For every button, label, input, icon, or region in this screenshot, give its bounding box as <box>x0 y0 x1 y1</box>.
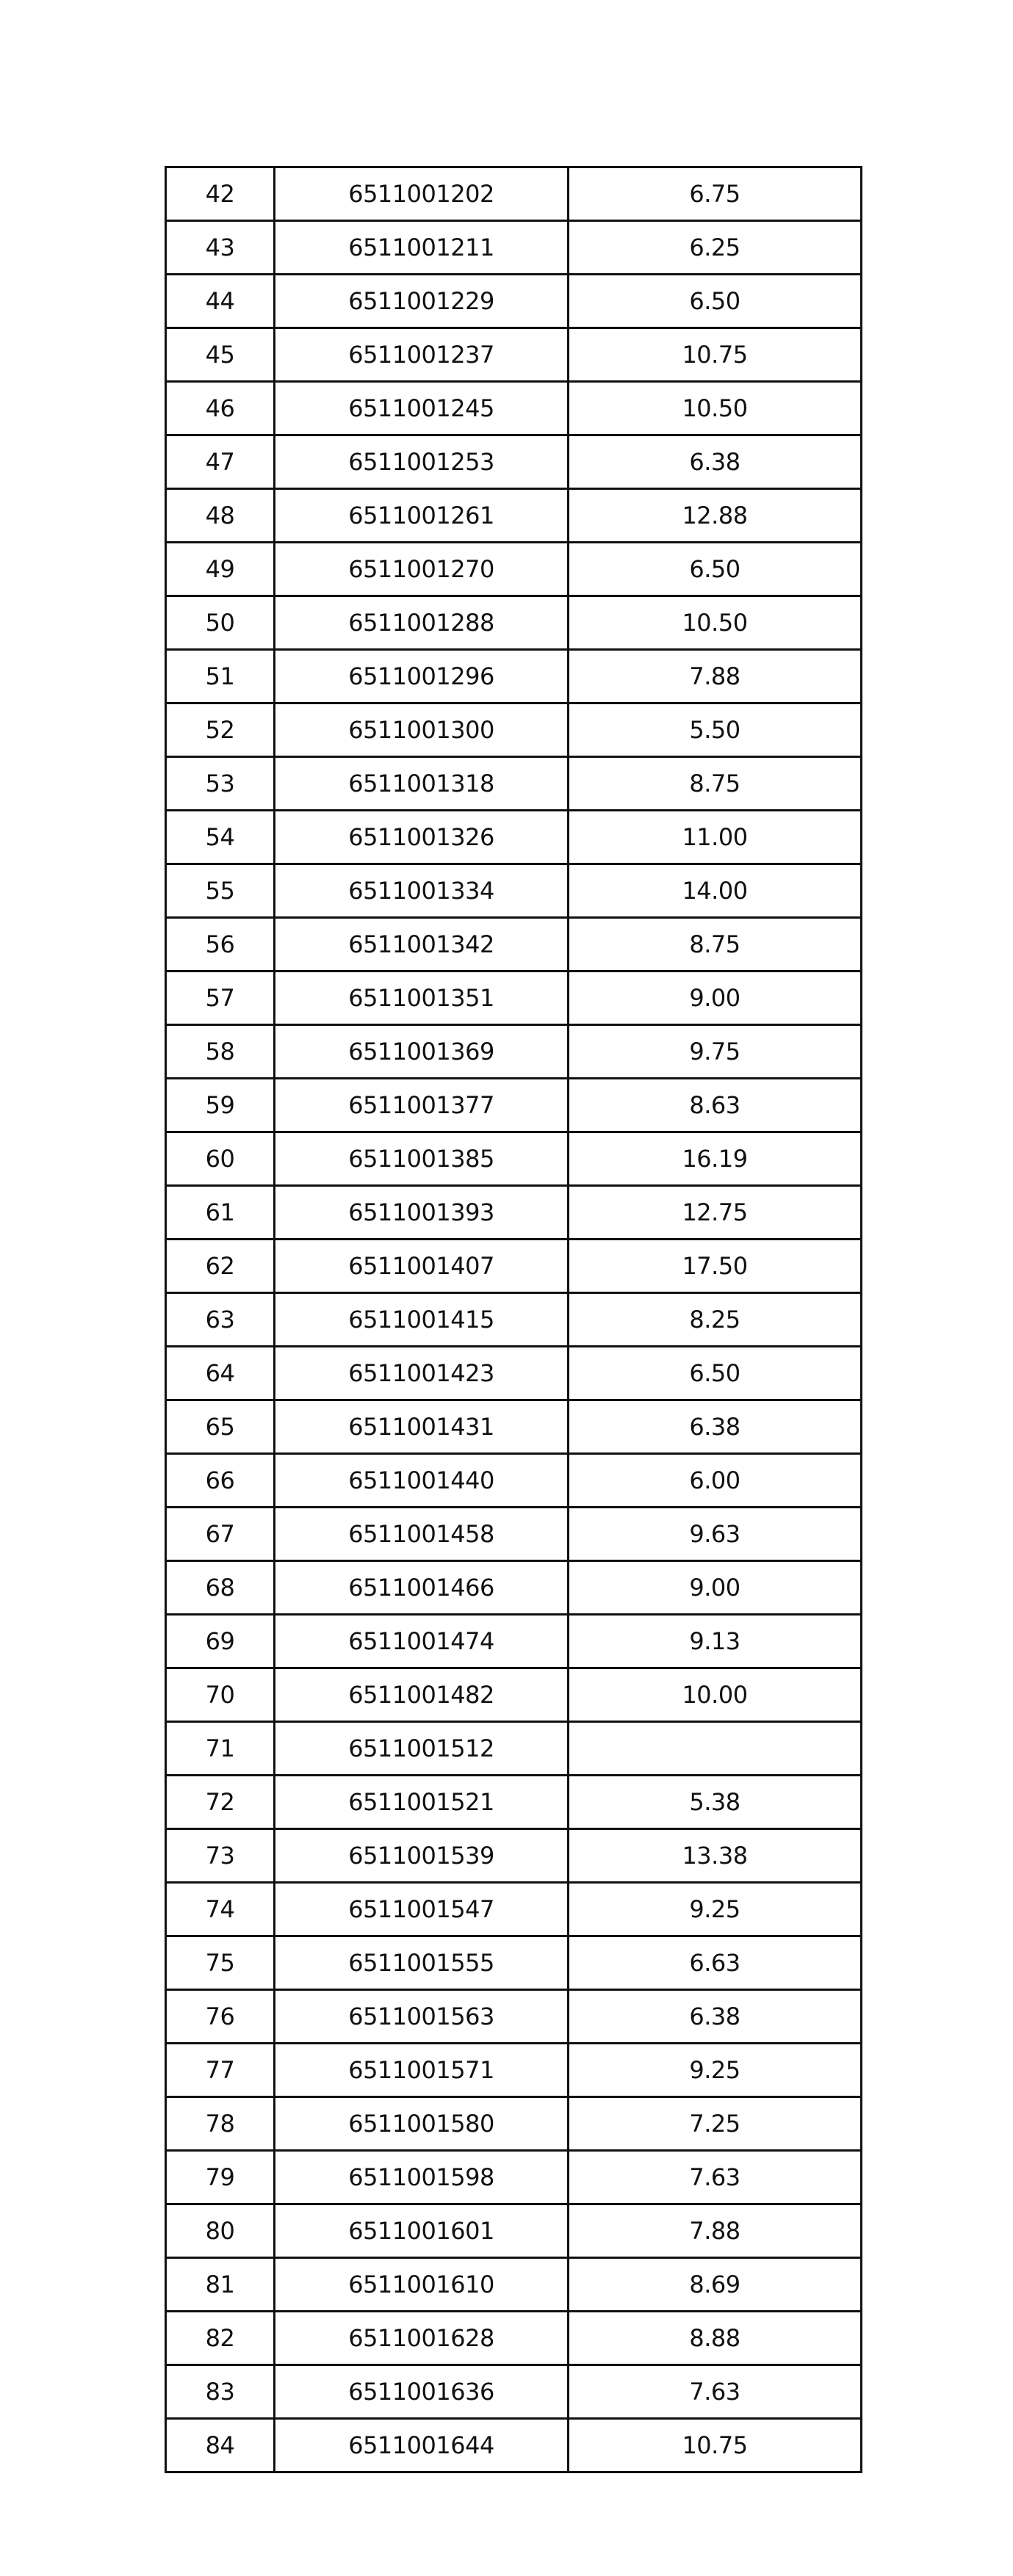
student-id-cell: 6511001385 <box>275 1132 569 1186</box>
score-cell: 16.19 <box>569 1132 862 1186</box>
table-row <box>166 1132 862 1186</box>
score-table <box>165 166 862 2473</box>
table-row <box>166 650 862 703</box>
row-number-cell: 53 <box>166 757 275 811</box>
student-id-cell: 6511001580 <box>275 2097 569 2151</box>
table-row <box>166 1668 862 1722</box>
score-cell: 6.50 <box>569 1347 862 1400</box>
score-cell: 8.75 <box>569 757 862 811</box>
student-id-cell: 6511001393 <box>275 1186 569 1240</box>
row-number-cell: 77 <box>166 2044 275 2097</box>
student-id-cell: 6511001440 <box>275 1454 569 1508</box>
row-number-cell: 57 <box>166 972 275 1025</box>
score-cell: 10.00 <box>569 1668 862 1722</box>
table-row <box>166 1240 862 1293</box>
score-cell: 13.38 <box>569 1829 862 1883</box>
table-row <box>166 543 862 596</box>
table-row <box>166 1776 862 1829</box>
student-id-cell: 6511001431 <box>275 1400 569 1454</box>
row-number-cell: 78 <box>166 2097 275 2151</box>
table-row <box>166 703 862 757</box>
student-id-cell: 6511001539 <box>275 1829 569 1883</box>
row-number-cell: 63 <box>166 1293 275 1347</box>
row-number-cell: 74 <box>166 1883 275 1936</box>
student-id-cell: 6511001474 <box>275 1615 569 1668</box>
score-cell: 6.50 <box>569 543 862 596</box>
score-cell: 8.88 <box>569 2312 862 2365</box>
row-number-cell: 72 <box>166 1776 275 1829</box>
table-row <box>166 328 862 382</box>
score-cell: 8.75 <box>569 918 862 972</box>
table-row <box>166 221 862 275</box>
score-cell: 6.25 <box>569 221 862 275</box>
student-id-cell: 6511001512 <box>275 1722 569 1776</box>
score-cell: 9.63 <box>569 1508 862 1561</box>
score-cell: 5.50 <box>569 703 862 757</box>
student-id-cell: 6511001458 <box>275 1508 569 1561</box>
score-cell: 9.00 <box>569 1561 862 1615</box>
score-cell: 10.75 <box>569 2419 862 2472</box>
student-id-cell: 6511001237 <box>275 328 569 382</box>
student-id-cell: 6511001521 <box>275 1776 569 1829</box>
row-number-cell: 82 <box>166 2312 275 2365</box>
table-row <box>166 1722 862 1776</box>
table-row <box>166 2097 862 2151</box>
row-number-cell: 62 <box>166 1240 275 1293</box>
score-cell: 14.00 <box>569 864 862 918</box>
row-number-cell: 70 <box>166 1668 275 1722</box>
row-number-cell: 66 <box>166 1454 275 1508</box>
student-id-cell: 6511001415 <box>275 1293 569 1347</box>
table-row <box>166 596 862 650</box>
score-cell: 7.88 <box>569 650 862 703</box>
table-row <box>166 811 862 864</box>
student-id-cell: 6511001571 <box>275 2044 569 2097</box>
table-row <box>166 1829 862 1883</box>
score-cell: 6.63 <box>569 1936 862 1990</box>
score-cell: 6.50 <box>569 275 862 328</box>
score-cell: 12.88 <box>569 489 862 543</box>
student-id-cell: 6511001334 <box>275 864 569 918</box>
score-cell: 9.25 <box>569 2044 862 2097</box>
student-id-cell: 6511001296 <box>275 650 569 703</box>
score-cell: 11.00 <box>569 811 862 864</box>
score-table-body <box>166 167 862 2472</box>
score-cell: 7.63 <box>569 2151 862 2204</box>
student-id-cell: 6511001555 <box>275 1936 569 1990</box>
row-number-cell: 42 <box>166 167 275 221</box>
table-row <box>166 1883 862 1936</box>
student-id-cell: 6511001636 <box>275 2365 569 2419</box>
score-cell: 10.75 <box>569 328 862 382</box>
table-row <box>166 1025 862 1079</box>
table-row <box>166 1990 862 2044</box>
table-row <box>166 382 862 435</box>
row-number-cell: 71 <box>166 1722 275 1776</box>
table-row <box>166 1347 862 1400</box>
student-id-cell: 6511001563 <box>275 1990 569 2044</box>
table-row <box>166 1508 862 1561</box>
row-number-cell: 50 <box>166 596 275 650</box>
student-id-cell: 6511001261 <box>275 489 569 543</box>
student-id-cell: 6511001318 <box>275 757 569 811</box>
student-id-cell: 6511001601 <box>275 2204 569 2258</box>
row-number-cell: 61 <box>166 1186 275 1240</box>
score-cell: 7.88 <box>569 2204 862 2258</box>
score-cell: 7.25 <box>569 2097 862 2151</box>
score-cell: 6.75 <box>569 167 862 221</box>
table-row <box>166 2044 862 2097</box>
score-cell: 17.50 <box>569 1240 862 1293</box>
row-number-cell: 55 <box>166 864 275 918</box>
table-row <box>166 2365 862 2419</box>
student-id-cell: 6511001610 <box>275 2258 569 2312</box>
table-row <box>166 757 862 811</box>
student-id-cell: 6511001253 <box>275 435 569 489</box>
row-number-cell: 59 <box>166 1079 275 1132</box>
student-id-cell: 6511001300 <box>275 703 569 757</box>
row-number-cell: 76 <box>166 1990 275 2044</box>
row-number-cell: 69 <box>166 1615 275 1668</box>
score-cell: 9.13 <box>569 1615 862 1668</box>
student-id-cell: 6511001211 <box>275 221 569 275</box>
student-id-cell: 6511001628 <box>275 2312 569 2365</box>
row-number-cell: 79 <box>166 2151 275 2204</box>
score-cell: 10.50 <box>569 596 862 650</box>
row-number-cell: 54 <box>166 811 275 864</box>
score-cell: 9.25 <box>569 1883 862 1936</box>
student-id-cell: 6511001482 <box>275 1668 569 1722</box>
score-cell: 9.75 <box>569 1025 862 1079</box>
row-number-cell: 67 <box>166 1508 275 1561</box>
table-row <box>166 489 862 543</box>
table-row <box>166 1454 862 1508</box>
table-row <box>166 2312 862 2365</box>
row-number-cell: 56 <box>166 918 275 972</box>
score-cell: 7.63 <box>569 2365 862 2419</box>
table-row <box>166 1615 862 1668</box>
score-cell: 12.75 <box>569 1186 862 1240</box>
score-cell: 6.38 <box>569 1990 862 2044</box>
student-id-cell: 6511001270 <box>275 543 569 596</box>
table-row <box>166 2419 862 2472</box>
table-row <box>166 1561 862 1615</box>
student-id-cell: 6511001342 <box>275 918 569 972</box>
table-row <box>166 167 862 221</box>
row-number-cell: 80 <box>166 2204 275 2258</box>
row-number-cell: 75 <box>166 1936 275 1990</box>
row-number-cell: 84 <box>166 2419 275 2472</box>
table-row <box>166 2151 862 2204</box>
table-row <box>166 972 862 1025</box>
table-row <box>166 864 862 918</box>
row-number-cell: 46 <box>166 382 275 435</box>
student-id-cell: 6511001423 <box>275 1347 569 1400</box>
student-id-cell: 6511001644 <box>275 2419 569 2472</box>
student-id-cell: 6511001245 <box>275 382 569 435</box>
student-id-cell: 6511001229 <box>275 275 569 328</box>
row-number-cell: 64 <box>166 1347 275 1400</box>
row-number-cell: 47 <box>166 435 275 489</box>
row-number-cell: 44 <box>166 275 275 328</box>
table-row <box>166 1079 862 1132</box>
score-cell: 10.50 <box>569 382 862 435</box>
student-id-cell: 6511001351 <box>275 972 569 1025</box>
table-row <box>166 1936 862 1990</box>
table-row <box>166 435 862 489</box>
row-number-cell: 45 <box>166 328 275 382</box>
table-row <box>166 1400 862 1454</box>
student-id-cell: 6511001202 <box>275 167 569 221</box>
score-cell: 8.25 <box>569 1293 862 1347</box>
student-id-cell: 6511001547 <box>275 1883 569 1936</box>
score-cell: 5.38 <box>569 1776 862 1829</box>
table-row <box>166 275 862 328</box>
table-row <box>166 918 862 972</box>
row-number-cell: 73 <box>166 1829 275 1883</box>
table-row <box>166 2204 862 2258</box>
row-number-cell: 51 <box>166 650 275 703</box>
score-cell: 8.69 <box>569 2258 862 2312</box>
score-cell: 9.00 <box>569 972 862 1025</box>
student-id-cell: 6511001288 <box>275 596 569 650</box>
student-id-cell: 6511001377 <box>275 1079 569 1132</box>
table-row <box>166 2258 862 2312</box>
row-number-cell: 48 <box>166 489 275 543</box>
score-cell: 8.63 <box>569 1079 862 1132</box>
score-cell: 6.38 <box>569 435 862 489</box>
student-id-cell: 6511001407 <box>275 1240 569 1293</box>
table-row <box>166 1293 862 1347</box>
row-number-cell: 49 <box>166 543 275 596</box>
student-id-cell: 6511001598 <box>275 2151 569 2204</box>
row-number-cell: 65 <box>166 1400 275 1454</box>
table-row <box>166 1186 862 1240</box>
row-number-cell: 68 <box>166 1561 275 1615</box>
student-id-cell: 6511001369 <box>275 1025 569 1079</box>
score-cell <box>569 1722 862 1776</box>
score-cell: 6.38 <box>569 1400 862 1454</box>
student-id-cell: 6511001326 <box>275 811 569 864</box>
row-number-cell: 43 <box>166 221 275 275</box>
row-number-cell: 60 <box>166 1132 275 1186</box>
score-cell: 6.00 <box>569 1454 862 1508</box>
row-number-cell: 52 <box>166 703 275 757</box>
row-number-cell: 83 <box>166 2365 275 2419</box>
row-number-cell: 58 <box>166 1025 275 1079</box>
row-number-cell: 81 <box>166 2258 275 2312</box>
student-id-cell: 6511001466 <box>275 1561 569 1615</box>
